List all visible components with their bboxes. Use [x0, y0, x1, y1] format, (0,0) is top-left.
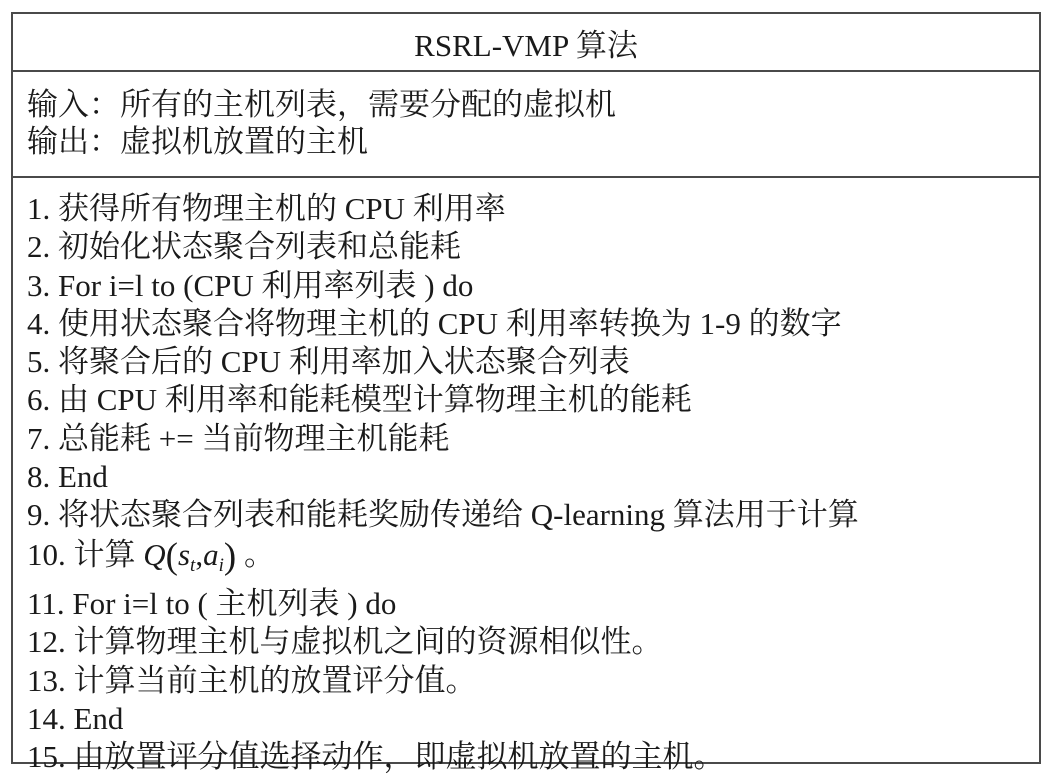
io-section	[13, 72, 1039, 178]
step-10-suffix: 。	[236, 536, 275, 572]
steps-section	[13, 178, 1039, 775]
comma: ,	[195, 536, 204, 572]
step-3: 3. For i=l to (CPU 利用率列表 ) do	[27, 267, 474, 303]
step-9: 9. 将状态聚合列表和能耗奖励传递给 Q-learning 算法用于计算	[27, 497, 859, 533]
step-14: 14. End	[27, 700, 124, 736]
step-15: 15. 由放置评分值选择动作，即虚拟机放置的主机。	[27, 739, 725, 775]
step-7: 7. 总能耗 += 当前物理主机能耗	[27, 420, 450, 456]
close-paren: )	[223, 535, 237, 577]
state-symbol: s	[177, 536, 191, 572]
open-paren: (	[165, 535, 178, 577]
step-13: 13. 计算当前主机的放置评分值。	[27, 662, 477, 698]
step-6: 6. 由 CPU 利用率和能耗模型计算物理主机的能耗	[27, 382, 692, 418]
step-10	[27, 535, 1039, 585]
state-subscript: t	[190, 554, 196, 576]
step-8: 8. End	[27, 459, 108, 495]
step-2: 2. 初始化状态聚合列表和总能耗	[27, 229, 461, 265]
q-symbol: Q	[143, 536, 166, 572]
input-line: 输入：所有的主机列表，需要分配的虚拟机	[27, 87, 616, 122]
step-11: 11. For i=l to ( 主机列表 ) do	[27, 585, 397, 621]
algorithm-title: RSRL-VMP 算法	[13, 14, 1039, 72]
step-10-prefix: 10. 计算	[27, 536, 144, 572]
q-function	[143, 535, 237, 577]
action-subscript: i	[218, 554, 224, 576]
step-5: 5. 将聚合后的 CPU 利用率加入状态聚合列表	[27, 344, 630, 380]
algorithm-table	[11, 12, 1041, 775]
action-symbol: a	[203, 536, 219, 572]
step-12: 12. 计算物理主机与虚拟机之间的资源相似性。	[27, 624, 663, 660]
output-line: 输出：虚拟机放置的主机	[27, 124, 368, 159]
step-1: 1. 获得所有物理主机的 CPU 利用率	[27, 191, 506, 226]
step-4: 4. 使用状态聚合将物理主机的 CPU 利用率转换为 1-9 的数字	[27, 305, 842, 341]
